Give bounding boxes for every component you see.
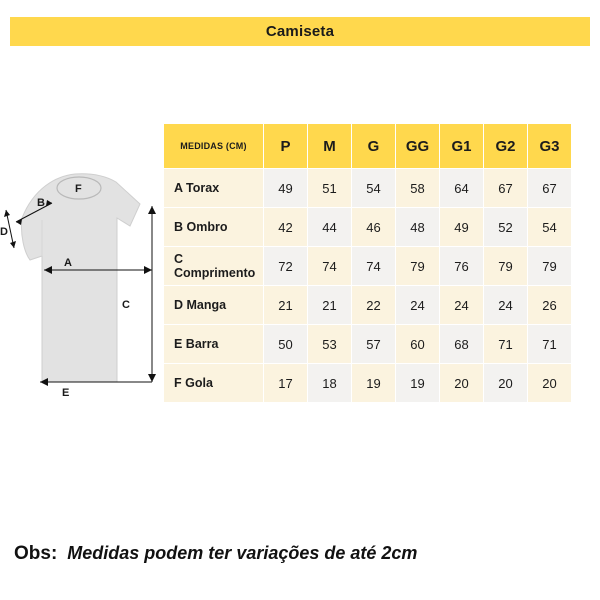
cell-comprimento-g2: 79	[484, 247, 528, 286]
table-row	[164, 286, 572, 325]
cell-ombro-gg: 48	[396, 208, 440, 247]
cell-torax-m: 51	[308, 169, 352, 208]
cell-torax-g3: 67	[528, 169, 572, 208]
note-text: Medidas podem ter variações de até 2cm	[67, 543, 418, 563]
cell-barra-g2: 71	[484, 325, 528, 364]
table-row	[164, 364, 572, 403]
cell-comprimento-g: 74	[352, 247, 396, 286]
cell-comprimento-gg: 79	[396, 247, 440, 286]
diagram-label-c: C	[122, 299, 130, 311]
diagram-label-d: D	[0, 226, 8, 238]
header-size-gg: GG	[396, 124, 440, 169]
header-size-g2: G2	[484, 124, 528, 169]
cell-manga-m: 21	[308, 286, 352, 325]
header-size-m: M	[308, 124, 352, 169]
diagram-label-f: F	[75, 183, 82, 195]
row-label-torax: A Torax	[164, 169, 264, 208]
cell-barra-g1: 68	[440, 325, 484, 364]
cell-manga-p: 21	[264, 286, 308, 325]
header-size-g: G	[352, 124, 396, 169]
row-label-barra: E Barra	[164, 325, 264, 364]
diagram-label-a: A	[64, 257, 72, 269]
cell-gola-m: 18	[308, 364, 352, 403]
cell-manga-gg: 24	[396, 286, 440, 325]
cell-manga-g2: 24	[484, 286, 528, 325]
note-line	[14, 543, 417, 565]
cell-gola-g3: 20	[528, 364, 572, 403]
header-size-g3: G3	[528, 124, 572, 169]
cell-gola-gg: 19	[396, 364, 440, 403]
table-row	[164, 208, 572, 247]
diagram-label-b: B	[37, 197, 45, 209]
table-row	[164, 247, 572, 286]
cell-gola-g2: 20	[484, 364, 528, 403]
cell-manga-g1: 24	[440, 286, 484, 325]
cell-torax-p: 49	[264, 169, 308, 208]
header-size-g1: G1	[440, 124, 484, 169]
header-size-p: P	[264, 124, 308, 169]
header-measures-label: MEDIDAS (CM)	[164, 124, 264, 169]
cell-gola-p: 17	[264, 364, 308, 403]
diagram-label-e: E	[62, 387, 70, 399]
table-row	[164, 169, 572, 208]
title-bar	[10, 17, 590, 46]
table-header-row	[164, 124, 572, 169]
page-title: Camiseta	[265, 23, 335, 40]
cell-torax-g2: 67	[484, 169, 528, 208]
note-label: Obs:	[14, 543, 58, 564]
tshirt-illustration	[0, 160, 165, 410]
row-label-gola: F Gola	[164, 364, 264, 403]
row-label-comprimento: C Comprimento	[164, 247, 264, 286]
cell-ombro-g: 46	[352, 208, 396, 247]
cell-gola-g: 19	[352, 364, 396, 403]
tshirt-diagram	[0, 160, 165, 410]
cell-manga-g3: 26	[528, 286, 572, 325]
measure-c	[122, 206, 156, 382]
cell-comprimento-p: 72	[264, 247, 308, 286]
cell-comprimento-g1: 76	[440, 247, 484, 286]
cell-comprimento-g3: 79	[528, 247, 572, 286]
cell-barra-g3: 71	[528, 325, 572, 364]
cell-barra-gg: 60	[396, 325, 440, 364]
cell-gola-g1: 20	[440, 364, 484, 403]
row-label-ombro: B Ombro	[164, 208, 264, 247]
row-label-manga: D Manga	[164, 286, 264, 325]
cell-comprimento-m: 74	[308, 247, 352, 286]
cell-ombro-g2: 52	[484, 208, 528, 247]
cell-barra-m: 53	[308, 325, 352, 364]
size-table	[163, 123, 572, 403]
cell-ombro-p: 42	[264, 208, 308, 247]
cell-torax-g: 54	[352, 169, 396, 208]
cell-torax-gg: 58	[396, 169, 440, 208]
cell-ombro-g3: 54	[528, 208, 572, 247]
measure-d	[0, 210, 16, 248]
table-row	[164, 325, 572, 364]
cell-ombro-m: 44	[308, 208, 352, 247]
cell-ombro-g1: 49	[440, 208, 484, 247]
cell-barra-p: 50	[264, 325, 308, 364]
cell-manga-g: 22	[352, 286, 396, 325]
cell-torax-g1: 64	[440, 169, 484, 208]
cell-barra-g: 57	[352, 325, 396, 364]
